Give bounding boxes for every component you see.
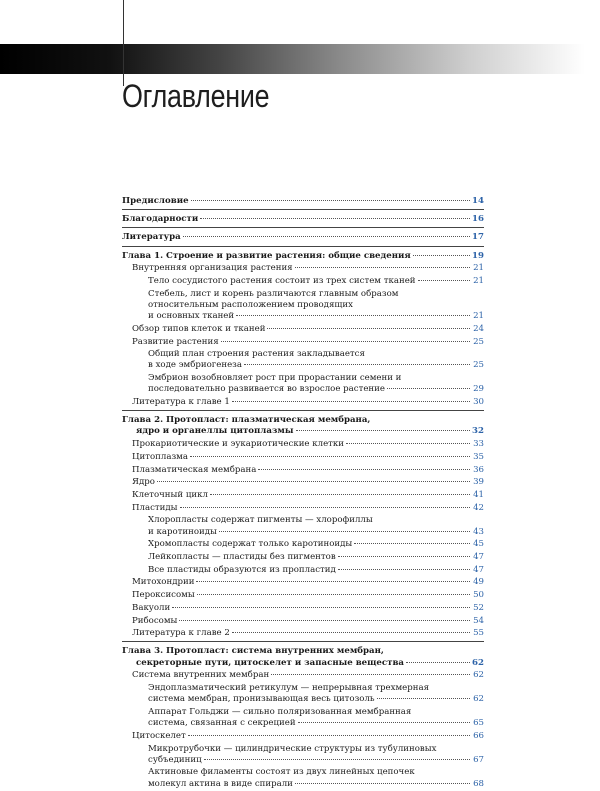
toc-page-number[interactable]: 55 bbox=[473, 628, 484, 639]
toc-dot-leader bbox=[387, 388, 470, 389]
toc-dot-leader bbox=[221, 341, 470, 342]
toc-dot-leader bbox=[204, 759, 470, 760]
toc-page-number[interactable]: 29 bbox=[473, 384, 484, 395]
toc-dot-leader bbox=[354, 543, 470, 544]
toc-page-number[interactable]: 19 bbox=[472, 250, 484, 261]
toc-entry-text: и основных тканей bbox=[148, 311, 235, 322]
toc-entry[interactable] bbox=[122, 603, 484, 614]
toc-entry-text: Глава 1. Строение и развитие растения: общие сведения bbox=[122, 250, 411, 261]
toc-entry-text: Глава 3. Протопласт: система внутренних мембран, bbox=[122, 646, 384, 657]
toc-entry[interactable] bbox=[122, 337, 484, 348]
toc-entry[interactable] bbox=[122, 276, 484, 287]
toc-entry-text: Микротрубочки — цилиндрические структуры из тубулиновых bbox=[148, 743, 437, 754]
toc-entry-text: Рибосомы bbox=[132, 615, 178, 626]
toc-entry-text: Эмбрион возобновляет рост при прорастании семени и bbox=[148, 373, 402, 384]
toc-dot-leader bbox=[377, 698, 470, 699]
toc-entry-text: Лейкопласты — пластиды без пигментов bbox=[148, 551, 336, 562]
toc-entry[interactable] bbox=[122, 397, 484, 408]
toc-separator bbox=[122, 641, 484, 644]
header-gradient-band bbox=[0, 44, 600, 74]
toc-page-number[interactable]: 32 bbox=[472, 426, 484, 437]
toc-entry[interactable] bbox=[122, 616, 484, 627]
toc-page-number[interactable]: 21 bbox=[473, 263, 484, 274]
toc-chapter-entry[interactable] bbox=[122, 232, 484, 243]
toc-dot-leader bbox=[197, 594, 470, 595]
toc-entry[interactable] bbox=[122, 767, 484, 789]
toc-entry[interactable] bbox=[122, 490, 484, 501]
toc-chapter-entry[interactable] bbox=[122, 646, 484, 668]
toc-page-number[interactable]: 54 bbox=[473, 615, 484, 626]
toc-dot-leader bbox=[295, 267, 470, 268]
toc-page-number[interactable]: 14 bbox=[472, 196, 484, 206]
toc-dot-leader bbox=[258, 469, 470, 470]
toc-page-number[interactable]: 67 bbox=[473, 754, 484, 765]
toc-dot-leader bbox=[418, 280, 470, 281]
toc-entry[interactable] bbox=[122, 552, 484, 563]
toc-dot-leader bbox=[190, 456, 470, 457]
toc-page-number[interactable]: 66 bbox=[473, 730, 484, 741]
toc-entry-text: Прокариотические и эукариотические клетки bbox=[132, 439, 345, 450]
toc-entry[interactable] bbox=[122, 439, 484, 450]
toc-page-number[interactable]: 65 bbox=[473, 718, 484, 729]
toc-entry-text: Митохондрии bbox=[132, 577, 195, 588]
toc-entry-text: Эндоплазматический ретикулум — непрерывная трехмерная bbox=[148, 683, 429, 694]
toc-entry[interactable] bbox=[122, 373, 484, 395]
toc-dot-leader bbox=[267, 328, 470, 329]
toc-dot-leader bbox=[406, 662, 470, 663]
toc-entry-text: Клеточный цикл bbox=[132, 489, 208, 500]
toc-entry-text: секреторные пути, цитоскелет и запасные вещества bbox=[136, 657, 404, 668]
toc-page-number[interactable]: 47 bbox=[473, 564, 484, 575]
toc-dot-leader bbox=[295, 783, 470, 784]
toc-page-number[interactable]: 45 bbox=[473, 539, 484, 550]
toc-page-number[interactable]: 52 bbox=[473, 602, 484, 613]
toc-page-number[interactable]: 36 bbox=[473, 464, 484, 475]
toc-dot-leader bbox=[183, 236, 470, 237]
toc-separator bbox=[122, 209, 484, 212]
toc-dot-leader bbox=[271, 674, 470, 675]
toc-entry-text: Все пластиды образуются из пропластид bbox=[148, 564, 336, 575]
toc-dot-leader bbox=[157, 481, 470, 482]
toc-entry-text: последовательно развивается во взрослое растение bbox=[148, 384, 385, 395]
toc-entry-text: Литература к главе 1 bbox=[132, 397, 230, 408]
toc-page-number[interactable]: 16 bbox=[472, 214, 484, 225]
toc-entry-text: Пластиды bbox=[132, 502, 178, 513]
toc-entry-text: Хромопласты содержат только каротиноиды bbox=[148, 539, 353, 550]
toc-entry-text: Внутренняя организация растения bbox=[132, 263, 293, 274]
page-title: Оглавление bbox=[122, 78, 270, 114]
toc-entry[interactable] bbox=[122, 263, 484, 274]
toc-dot-leader bbox=[338, 569, 470, 570]
toc-chapter-entry[interactable] bbox=[122, 214, 484, 225]
toc-entry-text: Тело сосудистого растения состоит из трех систем тканей bbox=[148, 276, 416, 287]
toc-entry[interactable] bbox=[122, 324, 484, 335]
toc-entry-text: Глава 2. Протопласт: плазматическая мембрана, bbox=[122, 415, 371, 426]
toc-dot-leader bbox=[172, 607, 470, 608]
toc-entry-text: Стебель, лист и корень различаются главным образом bbox=[148, 288, 399, 299]
toc-entry[interactable] bbox=[122, 452, 484, 463]
toc-dot-leader bbox=[180, 507, 470, 508]
toc-dot-leader bbox=[200, 218, 470, 219]
toc-page-number[interactable]: 47 bbox=[473, 551, 484, 562]
toc-entry-text: Актиновые филаменты состоят из двух линейных цепочек bbox=[148, 767, 415, 778]
toc-page-number[interactable]: 17 bbox=[472, 232, 484, 243]
toc-entry[interactable] bbox=[122, 503, 484, 514]
toc-entry[interactable] bbox=[122, 565, 484, 576]
toc-page-number[interactable]: 33 bbox=[473, 439, 484, 450]
toc-chapter-entry[interactable] bbox=[122, 415, 484, 437]
toc-entry-text: Система внутренних мембран bbox=[132, 670, 270, 681]
toc-page-number[interactable]: 62 bbox=[472, 657, 484, 668]
toc-dot-leader bbox=[191, 200, 470, 201]
toc-entry[interactable] bbox=[122, 670, 484, 681]
toc-entry-text: Пероксисомы bbox=[132, 590, 195, 601]
toc-entry-text: Развитие растения bbox=[132, 336, 219, 347]
toc-page-number[interactable]: 25 bbox=[473, 336, 484, 347]
toc-dot-leader bbox=[298, 722, 470, 723]
toc-entry-text: Литература к главе 2 bbox=[132, 628, 230, 639]
toc-page-number[interactable]: 30 bbox=[473, 397, 484, 408]
toc-page-number[interactable]: 62 bbox=[473, 670, 484, 681]
toc-entry[interactable] bbox=[122, 628, 484, 639]
toc-page-number[interactable]: 68 bbox=[473, 778, 484, 789]
toc-entry-text: Цитоплазма bbox=[132, 451, 188, 462]
toc-entry[interactable] bbox=[122, 515, 484, 537]
toc-entry[interactable] bbox=[122, 539, 484, 550]
table-of-contents bbox=[122, 196, 484, 791]
toc-entry-text: Цитоскелет bbox=[132, 730, 186, 741]
toc-dot-leader bbox=[232, 632, 470, 633]
toc-entry[interactable] bbox=[122, 289, 484, 323]
toc-entry[interactable] bbox=[122, 590, 484, 601]
toc-entry-text: Общий план строения растения закладывается bbox=[148, 349, 365, 360]
toc-entry[interactable] bbox=[122, 683, 484, 705]
toc-entry[interactable] bbox=[122, 577, 484, 588]
toc-dot-leader bbox=[232, 401, 470, 402]
toc-entry-text: Предисловие bbox=[122, 196, 189, 206]
toc-separator bbox=[122, 246, 484, 249]
toc-entry[interactable] bbox=[122, 744, 484, 766]
toc-entry[interactable] bbox=[122, 707, 484, 729]
toc-dot-leader bbox=[338, 556, 470, 557]
toc-entry-text: Литература bbox=[122, 232, 181, 243]
toc-dot-leader bbox=[196, 581, 470, 582]
toc-dot-leader bbox=[296, 430, 471, 431]
toc-chapter-entry[interactable] bbox=[122, 251, 484, 262]
toc-page-number[interactable]: 62 bbox=[473, 694, 484, 705]
toc-entry[interactable] bbox=[122, 731, 484, 742]
toc-entry-text: относительным расположением проводящих bbox=[148, 299, 353, 310]
toc-entry-text: Вакуоли bbox=[132, 602, 171, 613]
toc-page-number[interactable]: 50 bbox=[473, 590, 484, 601]
toc-entry-text: система мембран, пронизывающая весь цитозоль bbox=[148, 694, 375, 705]
toc-entry-text: Хлоропласты содержат пигменты — хлорофиллы bbox=[148, 515, 373, 526]
toc-dot-leader bbox=[236, 315, 470, 316]
toc-entry-text: Благодарности bbox=[122, 214, 199, 225]
toc-page-number[interactable]: 21 bbox=[473, 276, 484, 287]
toc-page-number[interactable]: 21 bbox=[473, 311, 484, 322]
toc-entry-text: субъединиц bbox=[148, 754, 202, 765]
toc-dot-leader bbox=[210, 494, 470, 495]
toc-entry[interactable] bbox=[122, 477, 484, 488]
toc-dot-leader bbox=[219, 531, 470, 532]
toc-dot-leader bbox=[346, 443, 470, 444]
toc-dot-leader bbox=[413, 255, 470, 256]
toc-separator bbox=[122, 410, 484, 413]
header-vertical-rule bbox=[123, 0, 124, 86]
toc-entry-text: система, связанная с секрецией bbox=[148, 718, 296, 729]
toc-page-number[interactable]: 41 bbox=[473, 489, 484, 500]
toc-entry[interactable] bbox=[122, 349, 484, 371]
toc-entry-text: молекул актина в виде спирали bbox=[148, 778, 293, 789]
toc-entry[interactable] bbox=[122, 465, 484, 476]
toc-page-number[interactable]: 39 bbox=[473, 477, 484, 488]
toc-page-number[interactable]: 25 bbox=[473, 360, 484, 371]
toc-entry-text: Ядро bbox=[132, 477, 155, 488]
toc-entry-text: и каротиноиды bbox=[148, 526, 217, 537]
toc-chapter-entry[interactable] bbox=[122, 196, 484, 207]
toc-page-number[interactable]: 35 bbox=[473, 451, 484, 462]
toc-page-number[interactable]: 24 bbox=[473, 323, 484, 334]
toc-entry-text: Плазматическая мембрана bbox=[132, 464, 257, 475]
toc-page-number[interactable]: 42 bbox=[473, 502, 484, 513]
toc-dot-leader bbox=[179, 620, 470, 621]
toc-dot-leader bbox=[188, 735, 470, 736]
toc-entry-text: Обзор типов клеток и тканей bbox=[132, 323, 266, 334]
toc-separator bbox=[122, 227, 484, 230]
toc-dot-leader bbox=[244, 364, 470, 365]
toc-entry-text: Аппарат Гольджи — сильно поляризованная мембранная bbox=[148, 706, 412, 717]
toc-entry-text: в ходе эмбриогенеза bbox=[148, 360, 242, 371]
toc-entry-text: ядро и органеллы цитоплазмы bbox=[136, 426, 294, 437]
toc-page-number[interactable]: 49 bbox=[473, 577, 484, 588]
toc-page-number[interactable]: 43 bbox=[473, 526, 484, 537]
